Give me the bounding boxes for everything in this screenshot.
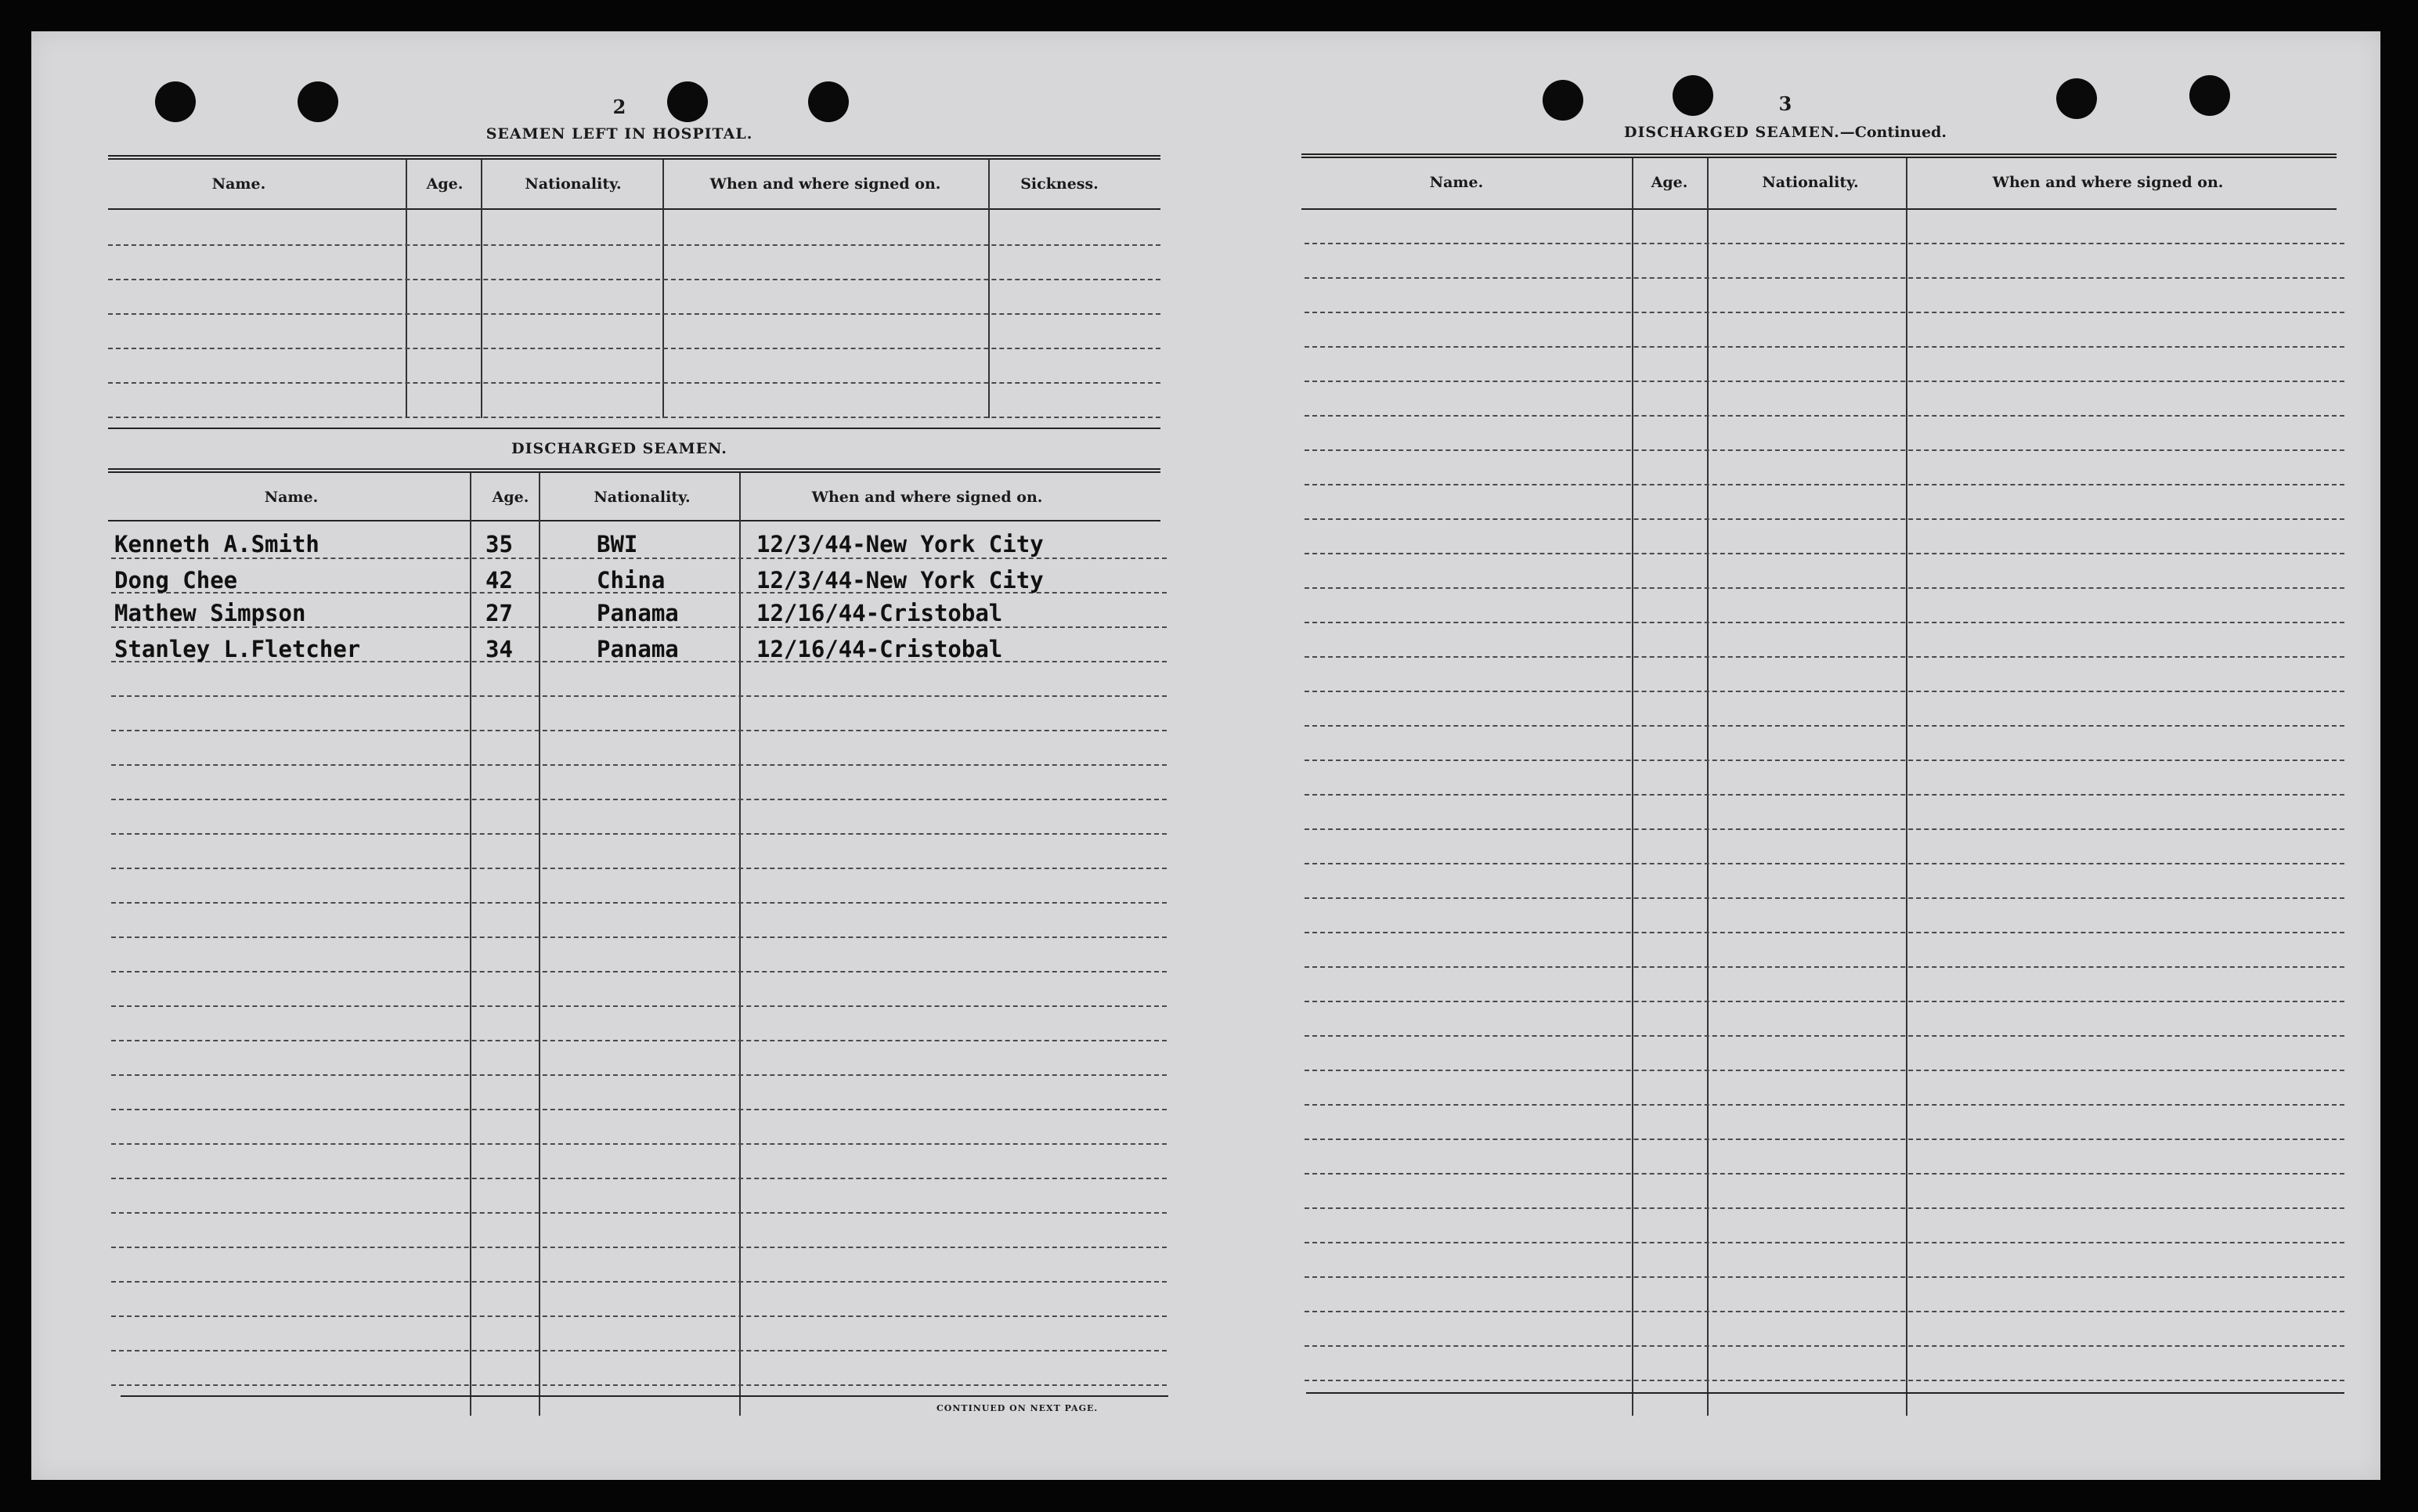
- punch-hole: [667, 81, 708, 122]
- right-col-nationality: Nationality.: [1762, 174, 1859, 191]
- seaman-signed-on: 12/16/44-Cristobal: [756, 636, 1003, 662]
- continued-note: CONTINUED ON NEXT PAGE.: [937, 1403, 1099, 1413]
- ledger-sheet: [31, 31, 2380, 1480]
- discharged-col-age: Age.: [492, 489, 529, 506]
- punch-hole: [2189, 75, 2230, 116]
- page-number-left: 2: [612, 96, 626, 118]
- discharged-col-name: Name.: [264, 489, 319, 506]
- right-title-suffix: —Continued.: [1839, 124, 1947, 141]
- seaman-age: 35: [485, 531, 513, 558]
- discharged-col-divider: [739, 473, 741, 1416]
- hospital-col-divider: [988, 160, 990, 418]
- discharged-col-signed-on: When and where signed on.: [811, 489, 1043, 506]
- right-section-title: [1624, 124, 1947, 141]
- seaman-nationality: Panama: [597, 636, 679, 662]
- seaman-signed-on: 12/3/44-New York City: [756, 531, 1044, 558]
- hospital-col-signed-on: When and where signed on.: [709, 175, 941, 193]
- hospital-col-nationality: Nationality.: [525, 175, 622, 193]
- hospital-row-line: [108, 382, 1160, 384]
- punch-hole: [2056, 78, 2097, 119]
- right-col-name: Name.: [1429, 174, 1484, 191]
- seaman-signed-on: 12/3/44-New York City: [756, 567, 1044, 594]
- punch-hole: [808, 81, 849, 122]
- seaman-nationality: China: [597, 567, 666, 594]
- seaman-age: 34: [485, 636, 513, 662]
- hospital-bottom-rule: [108, 428, 1160, 429]
- hospital-col-divider: [662, 160, 664, 418]
- seaman-signed-on: 12/16/44-Cristobal: [756, 600, 1003, 626]
- punch-hole: [155, 81, 196, 122]
- punch-hole: [1543, 80, 1583, 121]
- right-col-age: Age.: [1651, 174, 1688, 191]
- punch-hole: [1673, 75, 1713, 116]
- hospital-col-divider: [481, 160, 482, 418]
- hospital-col-name: Name.: [211, 175, 266, 193]
- hospital-row-line: [108, 313, 1160, 315]
- seaman-name: Kenneth A.Smith: [114, 531, 319, 558]
- discharged-section-title: DISCHARGED SEAMEN.: [511, 440, 727, 457]
- right-top-rule: [1301, 153, 2337, 158]
- page-number-right: 3: [1778, 92, 1792, 115]
- hospital-header-rule: [108, 208, 1160, 210]
- seaman-name: Mathew Simpson: [114, 600, 306, 626]
- seaman-age: 27: [485, 600, 513, 626]
- hospital-col-age: Age.: [426, 175, 464, 193]
- seaman-nationality: BWI: [597, 531, 638, 558]
- seaman-name: Dong Chee: [114, 567, 238, 594]
- right-bottom-rule: [1306, 1392, 2344, 1394]
- discharged-bottom-rule: [121, 1395, 1168, 1397]
- discharged-top-rule: [108, 468, 1160, 473]
- hospital-row-line: [108, 244, 1160, 246]
- hospital-top-rule: [108, 155, 1160, 160]
- hospital-row-line: [108, 417, 1160, 418]
- right-title-main: DISCHARGED SEAMEN.: [1624, 124, 1840, 141]
- discharged-header-rule: [108, 520, 1160, 521]
- hospital-col-sickness: Sickness.: [1020, 175, 1099, 193]
- hospital-row-line: [108, 348, 1160, 349]
- discharged-col-divider: [470, 473, 471, 1416]
- right-header-rule: [1301, 208, 2337, 210]
- seaman-age: 42: [485, 567, 513, 594]
- seaman-nationality: Panama: [597, 600, 679, 626]
- hospital-section-title: SEAMEN LEFT IN HOSPITAL.: [485, 125, 753, 143]
- discharged-col-nationality: Nationality.: [594, 489, 691, 506]
- hospital-row-line: [108, 279, 1160, 280]
- discharged-col-divider: [539, 473, 540, 1416]
- hospital-col-divider: [406, 160, 407, 418]
- seaman-name: Stanley L.Fletcher: [114, 636, 361, 662]
- punch-hole: [298, 81, 338, 122]
- right-col-signed-on: When and where signed on.: [1992, 174, 2224, 191]
